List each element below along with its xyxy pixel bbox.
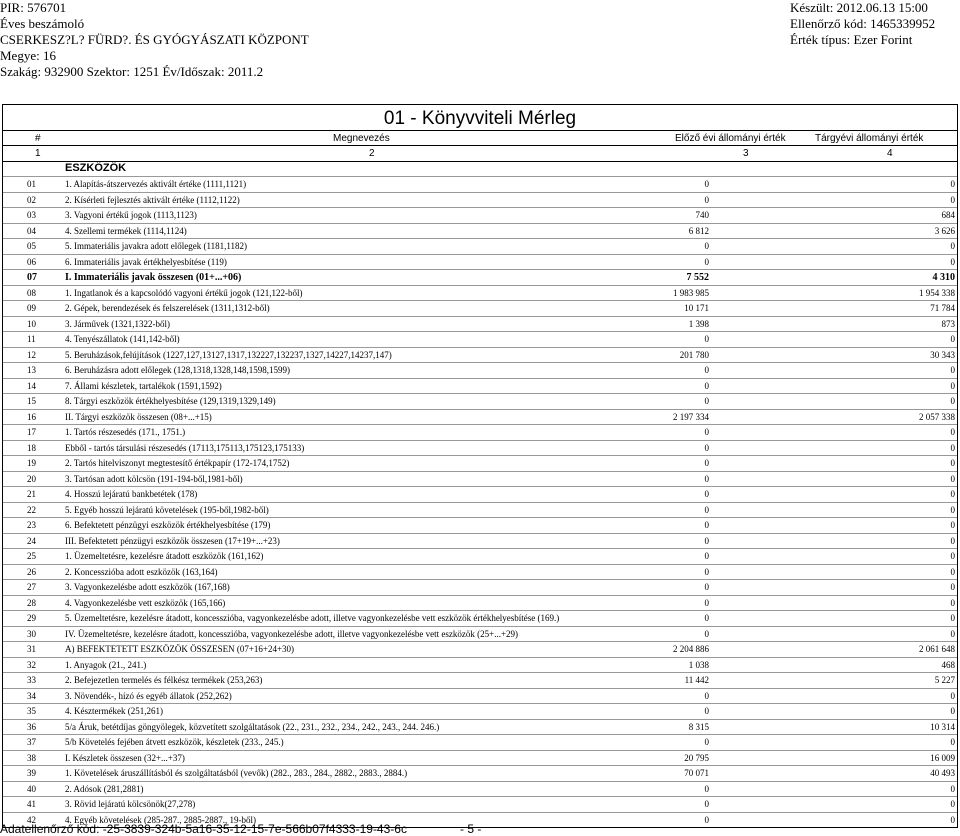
row-label: 1. Anyagok (21., 241.) xyxy=(65,659,147,670)
row-label: 5. Immateriális javakra adott előlegek (1181,1182) xyxy=(65,241,248,251)
header-right xyxy=(790,0,935,48)
row-cur-value: 0 xyxy=(950,334,955,344)
col-name-index: 2 xyxy=(369,148,375,159)
row-number: 36 xyxy=(27,721,36,732)
section-label: ESZKÖZÖK xyxy=(65,162,127,174)
row-cur-value: 0 xyxy=(950,566,955,577)
row-prev-value: 0 xyxy=(704,597,709,608)
row-cur-value: 0 xyxy=(950,380,955,391)
row-label: 6. Befektetett pénzügyi eszközök értékhelyesbítése (179) xyxy=(65,520,271,530)
row-prev-value: 201 780 xyxy=(679,349,709,360)
row-number: 17 xyxy=(27,427,36,437)
row-number: 39 xyxy=(27,768,36,778)
row-cur-value: 1 954 338 xyxy=(919,287,955,298)
row-prev-value: 6 812 xyxy=(688,225,709,236)
report-header xyxy=(0,0,960,80)
row-prev-value: 0 xyxy=(704,241,709,251)
table-row xyxy=(3,300,957,316)
row-number: 07 xyxy=(27,272,37,283)
row-prev-value: 0 xyxy=(704,690,709,701)
value-type-line: Érték típus: Ezer Forint xyxy=(790,32,913,47)
row-number: 23 xyxy=(27,520,36,530)
row-prev-value: 0 xyxy=(704,396,709,406)
table-row xyxy=(3,688,957,704)
row-label: IV. Üzemeltetésre, kezelésre átadott, koncesszióba, vagyonkezelésbe adott, illetve vagyonkezelésbe vett eszközök (25+...+29) xyxy=(65,628,519,639)
row-prev-value: 70 071 xyxy=(684,768,709,778)
table-title: 01 - Könyvviteli Mérleg xyxy=(383,108,577,129)
table-row xyxy=(3,440,957,456)
table-row xyxy=(3,269,957,285)
row-number: 28 xyxy=(27,597,36,608)
row-prev-value: 1 398 xyxy=(688,318,709,329)
row-cur-value: 0 xyxy=(950,551,955,561)
column-index-row xyxy=(2,146,958,162)
col-prev-index: 3 xyxy=(743,148,749,159)
row-label: 3. Járművek (1321,1322-ből) xyxy=(65,318,170,329)
row-number: 03 xyxy=(27,210,36,220)
table-row xyxy=(3,703,957,719)
row-label: 3. Rövid lejáratú kölcsönök(27,278) xyxy=(65,799,196,809)
section-heading xyxy=(2,162,958,176)
row-prev-value: 2 197 334 xyxy=(673,411,709,422)
row-cur-value: 0 xyxy=(950,396,955,406)
table-row xyxy=(3,657,957,673)
row-cur-value: 0 xyxy=(950,520,955,530)
table-row xyxy=(3,455,957,471)
row-number: 09 xyxy=(27,303,36,313)
row-prev-value: 0 xyxy=(704,256,709,267)
row-label: I. Készletek összesen (32+...+37) xyxy=(65,752,185,763)
row-cur-value: 0 xyxy=(950,458,955,468)
row-cur-value: 0 xyxy=(950,613,955,623)
row-prev-value: 8 315 xyxy=(688,721,709,732)
row-cur-value: 40 493 xyxy=(930,768,955,778)
col-prev-header: Előző évi állományi érték xyxy=(675,133,786,144)
page-number: - 5 - xyxy=(460,822,482,836)
table-row xyxy=(3,362,957,378)
report-type-line: Éves beszámoló xyxy=(0,16,85,31)
row-label: 5/a Áruk, betétdíjas göngyölegek, közvetített szolgáltatások (22., 231., 232., 234., 242., 243., 244. 246.) xyxy=(65,721,440,732)
row-label: 1. Alapítás-átszervezés aktivált értéke (1111,1121) xyxy=(65,179,247,189)
row-prev-value: 0 xyxy=(704,473,709,484)
row-number: 11 xyxy=(27,334,36,344)
table-row xyxy=(3,316,957,332)
table-row xyxy=(3,517,957,533)
row-number: 18 xyxy=(27,442,36,453)
table-row xyxy=(3,176,957,192)
row-number: 06 xyxy=(27,256,36,267)
row-label: 8. Tárgyi eszközök értékhelyesbítése (129,1319,1329,149) xyxy=(65,396,276,406)
row-cur-value: 16 009 xyxy=(930,752,955,763)
table-row xyxy=(3,765,957,781)
row-cur-value: 0 xyxy=(950,628,955,639)
table-row xyxy=(3,471,957,487)
checksum-line: Ellenőrző kód: 1465339952 xyxy=(790,16,936,31)
row-label: 2. Befejezetlen termelés és félkész termékek (253,263) xyxy=(65,675,263,685)
table-title-box xyxy=(2,104,958,130)
row-label: 4. Tenyészállatok (141,142-ből) xyxy=(65,334,180,344)
footer-checksum: Adatellenőrző kód: -25-3839-324b-5a16-35-12-15-7e-566b07f4333-19-43-6c xyxy=(0,822,407,836)
row-number: 04 xyxy=(27,225,36,236)
row-number: 22 xyxy=(27,504,36,515)
row-cur-value: 10 314 xyxy=(930,721,955,732)
row-number: 25 xyxy=(27,551,36,561)
row-label: 3. Növendék-, hízó és egyéb állatok (252,262) xyxy=(65,690,232,701)
row-label: 4. Szellemi termékek (1114,1124) xyxy=(65,225,187,236)
row-cur-value: 30 343 xyxy=(930,349,955,360)
row-cur-value: 71 784 xyxy=(930,303,955,313)
row-cur-value: 0 xyxy=(950,737,955,747)
row-number: 08 xyxy=(27,287,36,298)
row-number: 19 xyxy=(27,458,36,468)
row-label: 4. Késztermékek (251,261) xyxy=(65,706,163,716)
row-label: 2. Koncesszióba adott eszközök (163,164) xyxy=(65,566,218,577)
row-cur-value: 0 xyxy=(950,241,955,251)
col-num-header: # xyxy=(35,133,41,144)
row-cur-value: 873 xyxy=(941,318,955,329)
row-label: 6. Beruházásra adott előlegek (128,1318,1328,148,1598,1599) xyxy=(65,365,290,375)
row-prev-value: 0 xyxy=(704,814,709,825)
row-number: 32 xyxy=(27,659,36,670)
table-row xyxy=(3,719,957,735)
row-label: 1. Tartós részesedés (171., 1751.) xyxy=(65,427,186,437)
table-row xyxy=(3,579,957,595)
row-label: I. Immateriális javak összesen (01+...+06) xyxy=(65,272,242,283)
row-cur-value: 2 061 648 xyxy=(919,644,955,654)
row-prev-value: 7 552 xyxy=(686,272,709,283)
row-cur-value: 2 057 338 xyxy=(919,411,955,422)
row-prev-value: 0 xyxy=(704,194,709,205)
table-row xyxy=(3,409,957,425)
row-number: 02 xyxy=(27,194,36,205)
table-row xyxy=(3,347,957,363)
row-label: 2. Adósok (281,2881) xyxy=(65,783,144,794)
row-cur-value: 0 xyxy=(950,783,955,794)
row-cur-value: 0 xyxy=(950,179,955,189)
row-number: 27 xyxy=(27,582,36,592)
table-row xyxy=(3,254,957,270)
row-label: 4. Egyéb követelések (285-287., 2885-2887., 19-ből) xyxy=(65,814,256,825)
col-name-header: Megnevezés xyxy=(333,133,390,144)
row-number: 29 xyxy=(27,613,36,623)
row-number: 20 xyxy=(27,473,36,484)
row-number: 41 xyxy=(27,799,36,809)
county-line: Megye: 16 xyxy=(0,48,56,63)
row-number: 12 xyxy=(27,349,36,360)
row-prev-value: 0 xyxy=(704,551,709,561)
header-left xyxy=(0,0,309,80)
row-number: 14 xyxy=(27,380,36,391)
row-cur-value: 468 xyxy=(941,659,955,670)
row-prev-value: 0 xyxy=(704,582,709,592)
row-prev-value: 0 xyxy=(704,504,709,515)
created-line: Készült: 2012.06.13 15:00 xyxy=(790,0,928,15)
row-number: 37 xyxy=(27,737,36,747)
row-label: 3. Vagyonkezelésbe adott eszközök (167,168) xyxy=(65,582,230,592)
row-cur-value: 0 xyxy=(950,256,955,267)
row-label: 5/b Követelés fejében átvett eszközök, készletek (233., 245.) xyxy=(65,737,284,747)
table-row xyxy=(3,502,957,518)
table-row xyxy=(3,207,957,223)
row-prev-value: 0 xyxy=(704,334,709,344)
row-prev-value: 0 xyxy=(704,520,709,530)
row-cur-value: 0 xyxy=(950,597,955,608)
row-label: 3. Tartósan adott kölcsön (191-194-ből,1981-ből) xyxy=(65,473,243,484)
row-cur-value: 3 626 xyxy=(934,225,955,236)
row-cur-value: 0 xyxy=(950,473,955,484)
row-number: 34 xyxy=(27,690,36,701)
table-row xyxy=(3,533,957,549)
row-prev-value: 2 204 886 xyxy=(673,644,709,654)
row-number: 42 xyxy=(27,814,36,825)
row-prev-value: 20 795 xyxy=(684,752,709,763)
col-num-index: 1 xyxy=(35,148,41,159)
row-cur-value: 0 xyxy=(950,535,955,546)
row-prev-value: 0 xyxy=(704,535,709,546)
table-row xyxy=(3,734,957,750)
row-number: 13 xyxy=(27,365,36,375)
row-cur-value: 0 xyxy=(950,427,955,437)
row-prev-value: 0 xyxy=(704,179,709,189)
row-number: 15 xyxy=(27,396,36,406)
table-row xyxy=(3,393,957,409)
row-prev-value: 0 xyxy=(704,628,709,639)
organization-line: CSERKESZ?L? FÜRD?. ÉS GYÓGYÁSZATI KÖZPONT xyxy=(0,32,309,47)
row-label: 2. Gépek, berendezések és felszerelések (1311,1312-ből) xyxy=(65,303,270,313)
row-number: 35 xyxy=(27,706,36,716)
row-cur-value: 0 xyxy=(950,814,955,825)
row-number: 26 xyxy=(27,566,36,577)
row-number: 24 xyxy=(27,535,36,546)
row-number: 16 xyxy=(27,411,36,422)
sector-line: Szakág: 932900 Szektor: 1251 Év/Időszak: 2011.2 xyxy=(0,64,264,79)
row-prev-value: 0 xyxy=(704,799,709,809)
row-label: 4. Hosszú lejáratú bankbetétek (178) xyxy=(65,489,198,499)
row-label: 7. Állami készletek, tartalékok (1591,1592) xyxy=(65,380,222,391)
row-prev-value: 0 xyxy=(704,489,709,499)
row-prev-value: 10 171 xyxy=(684,303,709,313)
table-row xyxy=(3,610,957,626)
row-label: 5. Egyéb hosszú lejáratú követelések (195-ből,1982-ből) xyxy=(65,504,269,515)
table-row xyxy=(3,626,957,642)
row-prev-value: 0 xyxy=(704,380,709,391)
row-number: 31 xyxy=(27,644,36,654)
row-label: III. Befektetett pénzügyi eszközök összesen (17+19+...+23) xyxy=(65,535,280,546)
row-prev-value: 0 xyxy=(704,365,709,375)
row-label: 2. Tartós hitelviszonyt megtestesítő értékpapír (172-174,1752) xyxy=(65,458,290,468)
table-row xyxy=(3,285,957,301)
table-row xyxy=(3,192,957,208)
table-row xyxy=(3,781,957,797)
row-label: 4. Vagyonkezelésbe vett eszközök (165,166) xyxy=(65,597,226,608)
row-prev-value: 0 xyxy=(704,442,709,453)
table-row xyxy=(3,595,957,611)
row-label: 1. Ingatlanok és a kapcsolódó vagyoni értékű jogok (121,122-ből) xyxy=(65,287,303,298)
table-row xyxy=(3,424,957,440)
col-cur-index: 4 xyxy=(887,148,893,159)
row-prev-value: 0 xyxy=(704,613,709,623)
row-prev-value: 0 xyxy=(704,737,709,747)
row-cur-value: 0 xyxy=(950,799,955,809)
table-row xyxy=(3,378,957,394)
row-cur-value: 0 xyxy=(950,504,955,515)
row-label: 3. Vagyoni értékű jogok (1113,1123) xyxy=(65,210,197,220)
row-prev-value: 1 983 985 xyxy=(673,287,709,298)
row-prev-value: 1 038 xyxy=(688,659,709,670)
row-prev-value: 11 442 xyxy=(684,675,709,685)
table-row xyxy=(3,641,957,657)
balance-table-body xyxy=(2,176,958,828)
table-row xyxy=(3,486,957,502)
row-number: 30 xyxy=(27,628,36,639)
row-cur-value: 0 xyxy=(950,442,955,453)
table-row xyxy=(3,331,957,347)
table-row xyxy=(3,238,957,254)
row-label: A) BEFEKTETETT ESZKÖZÖK ÖSSZESEN (07+16+24+30) xyxy=(65,644,295,654)
row-cur-value: 684 xyxy=(941,210,955,220)
row-label: 2. Kísérleti fejlesztés aktivált értéke (1112,1122) xyxy=(65,194,240,205)
row-number: 05 xyxy=(27,241,36,251)
row-prev-value: 740 xyxy=(695,210,709,220)
row-label: 5. Üzemeltetésre, kezelésre átadott, koncesszióba, vagyonkezelésbe adott, illetve vagyonkezelésbe vett eszközök értékhelyesbítése (169.) xyxy=(65,613,560,623)
row-cur-value: 0 xyxy=(950,690,955,701)
row-prev-value: 0 xyxy=(704,427,709,437)
row-number: 40 xyxy=(27,783,36,794)
row-prev-value: 0 xyxy=(704,706,709,716)
col-cur-header: Tárgyévi állományi érték xyxy=(815,133,924,144)
row-cur-value: 0 xyxy=(950,365,955,375)
table-row xyxy=(3,796,957,812)
row-prev-value: 0 xyxy=(704,566,709,577)
table-row xyxy=(3,564,957,580)
row-number: 01 xyxy=(27,179,36,189)
row-number: 21 xyxy=(27,489,36,499)
row-cur-value: 0 xyxy=(950,194,955,205)
row-cur-value: 4 310 xyxy=(932,272,955,283)
row-label: 6. Immateriális javak értékhelyesbítése (119) xyxy=(65,256,227,267)
row-prev-value: 0 xyxy=(704,783,709,794)
row-label: Ebből - tartós társulási részesedés (17113,175113,175123,175133) xyxy=(65,442,305,453)
row-prev-value: 0 xyxy=(704,458,709,468)
row-cur-value: 0 xyxy=(950,489,955,499)
pir-line: PIR: 576701 xyxy=(0,0,67,15)
row-label: II. Tárgyi eszközök összesen (08+...+15) xyxy=(65,411,212,422)
column-header-row xyxy=(2,130,958,146)
table-row xyxy=(3,750,957,766)
table-row xyxy=(3,223,957,239)
table-row xyxy=(3,548,957,564)
row-label: 1. Követelések áruszállításból és szolgáltatásból (vevők) (282., 283., 284., 2882., 2883., 2884.) xyxy=(65,768,408,778)
row-cur-value: 0 xyxy=(950,582,955,592)
row-number: 10 xyxy=(27,318,36,329)
row-cur-value: 0 xyxy=(950,706,955,716)
table-row xyxy=(3,672,957,688)
row-number: 38 xyxy=(27,752,36,763)
row-number: 33 xyxy=(27,675,36,685)
row-cur-value: 5 227 xyxy=(934,675,955,685)
row-label: 5. Beruházások,felújítások (1227,127,13127,1317,132227,132237,1327,14227,14237,147) xyxy=(65,349,392,360)
row-label: 1. Üzemeltetésre, kezelésre átadott eszközök (161,162) xyxy=(65,551,264,561)
